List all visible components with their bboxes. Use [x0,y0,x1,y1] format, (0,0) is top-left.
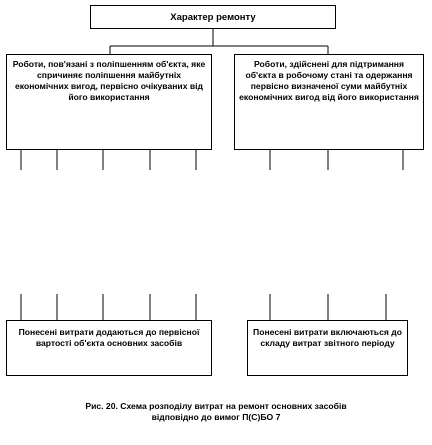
repair-type-label: Характер ремонту [170,11,256,23]
period-expenses-text: Понесені витрати включаються до складу витрат звітного періоду [253,327,402,348]
maintenance-works-text: Роботи, здійснені для підтримання об'єкта в робочому стані та одержання первісно визначеної суми майбутніх економічних вигод від його використання [239,59,419,102]
caption-line-2: відповідно до вимог П(С)БО 7 [151,412,281,422]
caption-line-1: Рис. 20. Схема розподілу витрат на ремонт основних засобів [85,401,347,411]
capitalized-costs-text: Понесені витрати додаються до первісної вартості об'єкта основних засобів [18,327,200,348]
period-expenses-box [247,320,408,376]
improvement-works-box [6,54,212,150]
maintenance-works-box [234,54,424,150]
figure-caption [20,401,412,423]
improvement-works-text: Роботи, пов'язані з поліпшенням об'єкта, яке спричиняє поліпшення майбутніх економічних вигод, первісно очікуваних від його використання [12,59,206,102]
repair-type-box [90,5,336,29]
capitalized-costs-box [6,320,212,376]
